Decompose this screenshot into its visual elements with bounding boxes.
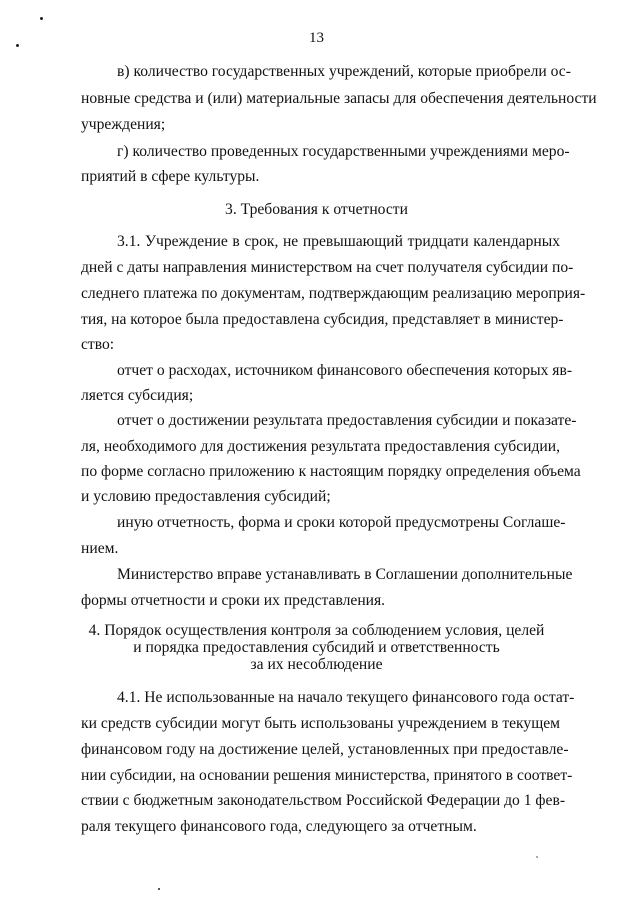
text-line: 4.1. Не использованные на начало текущего финансового года остат- (117, 689, 575, 706)
text-line: ствии с бюджетным законодательством Российской Федерации до 1 фев- (81, 792, 566, 809)
section-heading: за их несоблюдение (250, 656, 383, 673)
text-line: в) количество государственных учреждений, которые приобрели ос- (117, 63, 571, 80)
section-heading: 3. Требования к отчетности (225, 201, 408, 218)
scan-speck (16, 44, 19, 47)
text-line: отчет о достижении результата предоставления субсидии и показате- (117, 412, 577, 429)
text-line: дней с даты направления министерством на счет получателя субсидии по- (81, 259, 574, 276)
text-line: ство: (81, 336, 115, 353)
text-line: ляется субсидия; (81, 387, 194, 404)
text-line: и условию предоставления субсидий; (81, 488, 331, 505)
text-line: 3.1. Учреждение в срок, не превышающий тридцати календарных (117, 233, 560, 250)
section-heading: и порядка предоставления субсидий и ответственность (133, 639, 500, 656)
text-line: Министерство вправе устанавливать в Соглашении дополнительные (117, 566, 573, 583)
text-line: формы отчетности и сроки их представления. (81, 592, 386, 609)
text-line: ля, необходимого для достижения результата предоставления субсидии, (81, 438, 560, 455)
text-line: раля текущего финансового года, следующего за отчетным. (81, 818, 477, 835)
scan-speck (536, 856, 538, 858)
text-line: тия, на которое была предоставлена субсидия, представляет в министер- (81, 311, 564, 328)
scan-speck (158, 888, 160, 890)
text-line: ки средств субсидии могут быть использованы учреждением в текущем (81, 715, 560, 732)
text-line: отчет о расходах, источником финансового обеспечения которых яв- (117, 362, 573, 379)
text-line: г) количество проведенных государственными учреждениями меро- (117, 143, 570, 160)
text-line: учреждения; (81, 116, 166, 133)
scan-speck (40, 17, 43, 20)
text-line: нии субсидии, на основании решения министерства, принятого в соответ- (81, 767, 573, 784)
text-line: по форме согласно приложению к настоящим порядку определения объема (81, 463, 581, 480)
text-line: иную отчетность, форма и сроки которой предусмотрены Соглаше- (117, 514, 566, 531)
text-line: финансовом году на достижение целей, установленных при предоставле- (81, 741, 569, 758)
text-line: приятий в сфере культуры. (81, 168, 260, 185)
text-line: следнего платежа по документам, подтверждающим реализацию мероприя- (81, 285, 586, 302)
section-heading: 4. Порядок осуществления контроля за соблюдением условия, целей (88, 622, 545, 639)
text-line: новные средства и (или) материальные запасы для обеспечения деятельности (81, 90, 597, 107)
page-number: 13 (309, 30, 324, 46)
text-line: нием. (81, 540, 119, 557)
